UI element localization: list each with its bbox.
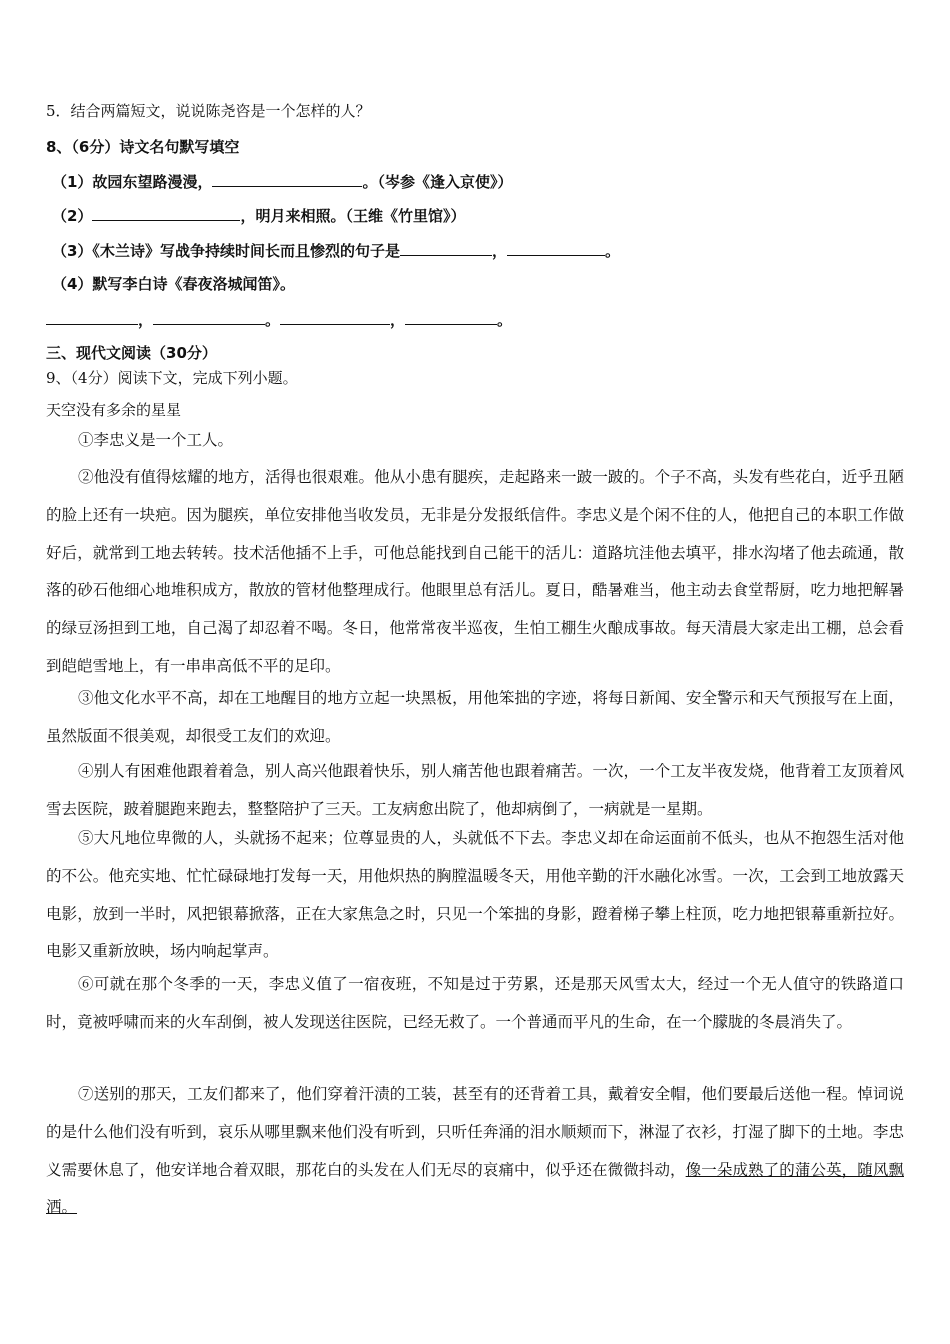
question-8-item-1: [52, 171, 512, 192]
question-8-item-3: [52, 240, 620, 261]
item-3-separator: ，: [491, 242, 507, 260]
article-title: 天空没有多余的星星: [46, 401, 182, 419]
blank-separator: 。: [265, 311, 281, 329]
item-3-suffix: 。: [604, 242, 620, 260]
item-1-suffix: 。（岑参《逢入京使》）: [362, 173, 513, 191]
question-5: 5．结合两篇短文，说说陈尧咨是一个怎样的人？: [46, 102, 371, 120]
answer-blank[interactable]: [507, 240, 605, 256]
paragraph-7-text: ⑦送别的那天，工友们都来了，他们穿着汗渍的工装，甚至有的还背着工具，戴着安全帽，他们要最后送他一程。悼词说的是什么他们没有听到，哀乐从哪里飘来他们没有听到，只听任奔涌的泪水顺颊而下，淋湿了衣衫，打湿了脚下的土地。李忠义需要休息了，他安详地合着双眼，那花白的头发在人们无尽的哀痛中，似乎还在微微抖动，: [46, 1085, 904, 1179]
answer-blank[interactable]: [46, 309, 138, 325]
item-3-prefix: （3）《木兰诗》写战争持续时间长而且惨烈的句子是: [52, 242, 400, 260]
paragraph-2: ②他没有值得炫耀的地方，活得也很艰难。他从小患有腿疾，走起路来一跛一跛的。个子不高，头发有些花白，近乎丑陋的脸上还有一块疤。因为腿疾，单位安排他当收发员，无非是分发报纸信件。李忠义是个闲不住的人，他把自己的本职工作做好后，就常到工地去转转。技术活他插不上手，可他总能找到自己能干的活儿：道路坑洼他去填平，排水沟堵了他去疏通，散落的砂石他细心地堆积成方，散放的管材他整理成行。他眼里总有活儿。夏日，酷暑难当，他主动去食堂帮厨，吃力地把解暑的绿豆汤担到工地，自己渴了却忍着不喝。冬日，他常常夜半巡夜，生怕工棚生火酿成事故。每天清晨大家走出工棚，总会看到皑皑雪地上，有一串串高低不平的足印。: [46, 468, 904, 675]
item-2-prefix: （2）: [52, 207, 93, 225]
answer-blank[interactable]: [280, 309, 390, 325]
answer-blank[interactable]: [405, 309, 497, 325]
item-1-prefix: （1）故园东望路漫漫，: [52, 173, 213, 191]
question-8-item-4-blanks: [46, 309, 512, 330]
blank-separator: 。: [497, 311, 513, 329]
blank-separator: ，: [390, 311, 406, 329]
answer-blank[interactable]: [400, 240, 492, 256]
question-8-item-2: [52, 205, 465, 226]
question-8-title: 8、（6分）诗文名句默写填空: [46, 138, 240, 156]
item-2-suffix: ，明月来相照。（王维《竹里馆》）: [240, 207, 466, 225]
paragraph-6: ⑥可就在那个冬季的一天，李忠义值了一宿夜班，不知是过于劳累，还是那天风雪太大，经过一个无人值守的铁路道口时，竟被呼啸而来的火车刮倒，被人发现送往医院，已经无救了。一个普通而平凡的生命，在一个朦胧的冬晨消失了。: [46, 975, 904, 1031]
answer-blank[interactable]: [153, 309, 265, 325]
underlined-phrase: 像一朵成熟了的蒲公英，随风飘洒。: [46, 1160, 904, 1217]
blank-separator: ，: [138, 311, 154, 329]
paragraph-1: ①李忠义是一个工人。: [78, 431, 234, 449]
paragraph-7: [46, 1076, 904, 1227]
paragraph-4: ④别人有困难他跟着着急，别人高兴他跟着快乐，别人痛苦他也跟着痛苦。一次，一个工友半夜发烧，他背着工友顶着风雪去医院，跛着腿跑来跑去，整整陪护了三天。工友病愈出院了，他却病倒了，一病就是一星期。: [46, 762, 904, 818]
paragraph-3: ③他文化水平不高，却在工地醒目的地方立起一块黑板，用他笨拙的字迹，将每日新闻、安全警示和天气预报写在上面，虽然版面不很美观，却很受工友们的欢迎。: [46, 689, 904, 745]
answer-blank[interactable]: [92, 205, 240, 221]
section-3-heading: 三、现代文阅读（30分）: [46, 344, 217, 362]
question-9: 9、（4分）阅读下文，完成下列小题。: [46, 369, 298, 387]
question-8-item-4: （4）默写李白诗《春夜洛城闻笛》。: [52, 275, 295, 293]
answer-blank[interactable]: [212, 171, 362, 187]
paragraph-5: ⑤大凡地位卑微的人，头就扬不起来；位尊显贵的人，头就低不下去。李忠义却在命运面前不低头，也从不抱怨生活对他的不公。他充实地、忙忙碌碌地打发每一天，用他炽热的胸膛温暖冬天，用他辛勤的汗水融化冰雪。一次，工会到工地放露天电影，放到一半时，风把银幕掀落，正在大家焦急之时，只见一个笨拙的身影，蹬着梯子攀上柱顶，吃力地把银幕重新拉好。电影又重新放映，场内响起掌声。: [46, 829, 904, 961]
